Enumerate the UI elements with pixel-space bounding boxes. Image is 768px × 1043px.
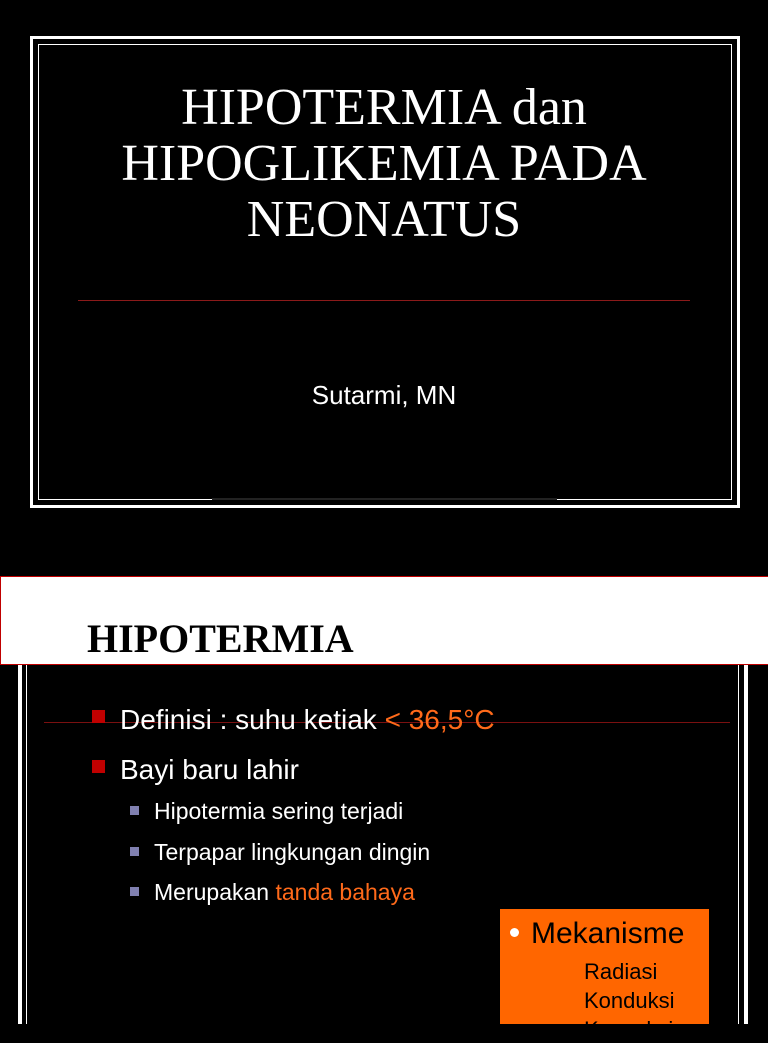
bullet-item: [92, 704, 495, 736]
sub-bullet-text: Terpapar lingkungan dingin: [154, 839, 431, 865]
square-bullet-icon: [92, 710, 105, 723]
bullet-item: [92, 754, 299, 786]
bullet-text: Definisi : suhu ketiak: [120, 704, 385, 735]
sub-bullet-item: [130, 879, 415, 906]
left-border-thin: [26, 665, 27, 1024]
square-bullet-icon: [130, 847, 139, 856]
sub-bullet-item: [130, 798, 403, 825]
mechanism-item: Konduksi: [584, 988, 675, 1013]
left-border: [18, 665, 22, 1024]
sub-bullet-item: [130, 839, 430, 866]
right-border: [744, 665, 748, 1024]
round-bullet-icon: [510, 928, 519, 937]
bullet-highlight: < 36,5°C: [384, 704, 495, 735]
mechanism-box: [500, 909, 709, 1042]
author-subtitle: Sutarmi, MN: [311, 380, 457, 410]
title-line: NEONATUS: [246, 191, 522, 248]
sub-bullet-highlight: tanda bahaya: [275, 879, 415, 905]
mechanism-heading-text: Mekanisme: [531, 917, 685, 950]
mechanism-heading: [510, 917, 684, 951]
sub-bullet-text: Hipotermia sering terjadi: [154, 798, 404, 824]
right-border-thin: [738, 665, 739, 1024]
mechanism-item: Radiasi: [584, 959, 658, 984]
title-divider: [78, 300, 690, 301]
content-slide: [0, 576, 768, 1042]
square-bullet-icon: [130, 806, 139, 815]
frame-gap-line: [212, 498, 557, 500]
sub-bullet-text: Merupakan: [154, 879, 276, 905]
slide-heading: HIPOTERMIA: [87, 616, 354, 661]
slide-title: [60, 80, 708, 248]
title-bar: [0, 576, 768, 665]
square-bullet-icon: [130, 887, 139, 896]
title-line: HIPOTERMIA dan: [181, 79, 587, 136]
bullet-text: Bayi baru lahir: [120, 754, 299, 785]
square-bullet-icon: [92, 760, 105, 773]
title-line: HIPOGLIKEMIA PADA: [121, 135, 647, 192]
mechanism-item: Konveksi: [584, 1017, 674, 1042]
